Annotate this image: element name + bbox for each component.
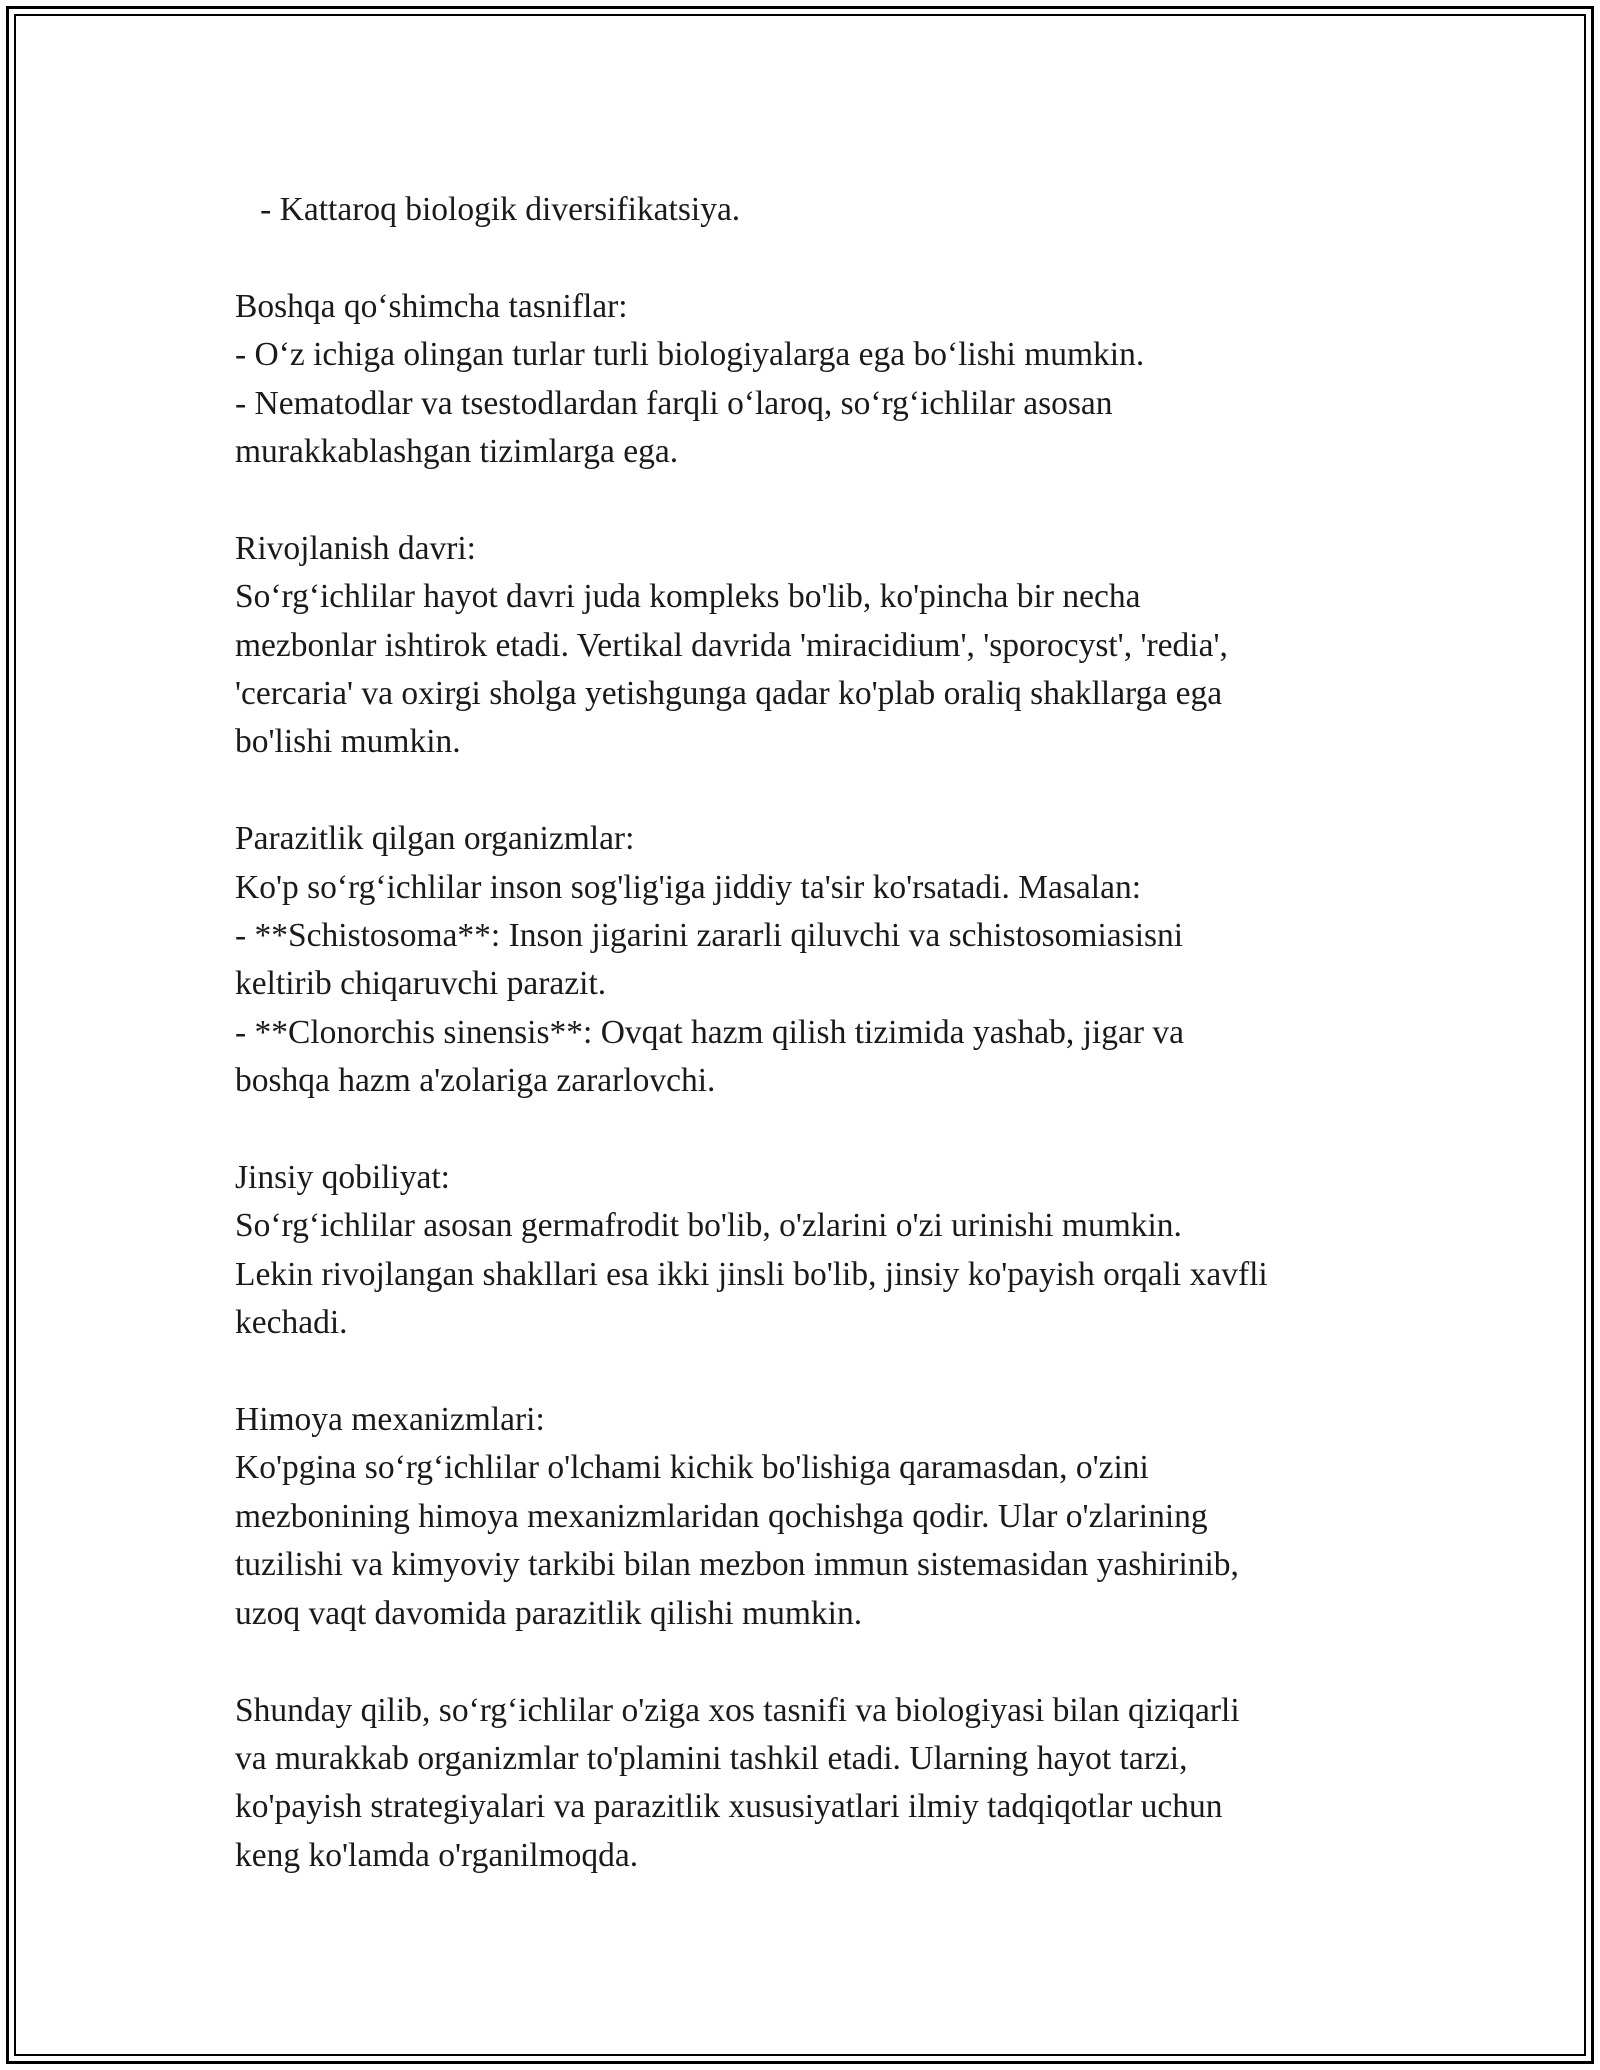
text-line: - Nematodlar va tsestodlardan farqli o‘laroq, so‘rg‘ichlilar asosan [235,384,1113,422]
text-line: Shunday qilib, so‘rg‘ichlilar o'ziga xos tasnifi va biologiyasi bilan qiziqarli [235,1691,1240,1729]
paragraph [235,283,1395,477]
text-line: - O‘z ichiga olingan turlar turli biologiyalarga ega bo‘lishi mumkin. [235,336,1145,374]
text-line: ko'payish strategiyalari va parazitlik xususiyatlari ilmiy tadqiqotlar uchun [235,1788,1223,1826]
text-line: boshqa hazm a'zolariga zararlovchi. [235,1062,716,1100]
text-line: - **Clonorchis sinensis**: Ovqat hazm qilish tizimida yashab, jigar va [235,1013,1185,1051]
paragraph [235,186,1395,234]
text-line: va murakkab organizmlar to'plamini tashkil etadi. Ularning hayot tarzi, [235,1739,1188,1777]
paragraph [235,1687,1395,1881]
text-line: 'cercaria' va oxirgi sholga yetishgunga qadar ko'plab oraliq shakllarga ega [235,675,1223,713]
text-line: So‘rg‘ichlilar hayot davri juda kompleks bo'lib, ko'pincha bir necha [235,578,1141,616]
text-line: uzoq vaqt davomida parazitlik qilishi mumkin. [235,1594,863,1632]
text-line: Boshqa qo‘shimcha tasniflar: [235,287,628,325]
text-line: Ko'p so‘rg‘ichlilar inson sog'lig'iga jiddiy ta'sir ko'rsatadi. Masalan: [235,868,1142,906]
text-line: Lekin rivojlangan shakllari esa ikki jinsli bo'lib, jinsiy ko'payish orqali xavfli [235,1255,1268,1293]
text-line: - **Schistosoma**: Inson jigarini zararli qiluvchi va schistosomiasisni [235,917,1184,955]
document-body [235,186,1395,1880]
paragraph [235,525,1395,767]
text-line: - Kattaroq biologik diversifikatsiya. [235,191,741,228]
text-line: keltirib chiqaruvchi parazit. [235,965,607,1003]
text-line: keng ko'lamda o'rganilmoqda. [235,1836,639,1874]
paragraph [235,815,1395,1105]
text-line: Rivojlanish davri: [235,529,476,567]
paragraph [235,1396,1395,1638]
text-line: bo'lishi mumkin. [235,723,461,761]
text-line: So‘rg‘ichlilar asosan germafrodit bo'lib, o'zlarini o'zi urinishi mumkin. [235,1207,1182,1245]
text-line: mezbonining himoya mexanizmlaridan qochishga qodir. Ular o'zlarining [235,1497,1208,1535]
text-line: Himoya mexanizmlari: [235,1401,545,1439]
text-line: mezbonlar ishtirok etadi. Vertikal davrida 'miracidium', 'sporocyst', 'redia', [235,626,1228,664]
text-line: murakkablashgan tizimlarga ega. [235,433,679,471]
text-line: tuzilishi va kimyoviy tarkibi bilan mezbon immun sistemasidan yashirinib, [235,1546,1239,1584]
text-line: Ko'pgina so‘rg‘ichlilar o'lchami kichik bo'lishiga qaramasdan, o'zini [235,1449,1149,1487]
paragraph [235,1154,1395,1348]
text-line: Jinsiy qobiliyat: [235,1159,450,1197]
text-line: Parazitlik qilgan organizmlar: [235,820,635,858]
text-line: kechadi. [235,1304,348,1342]
